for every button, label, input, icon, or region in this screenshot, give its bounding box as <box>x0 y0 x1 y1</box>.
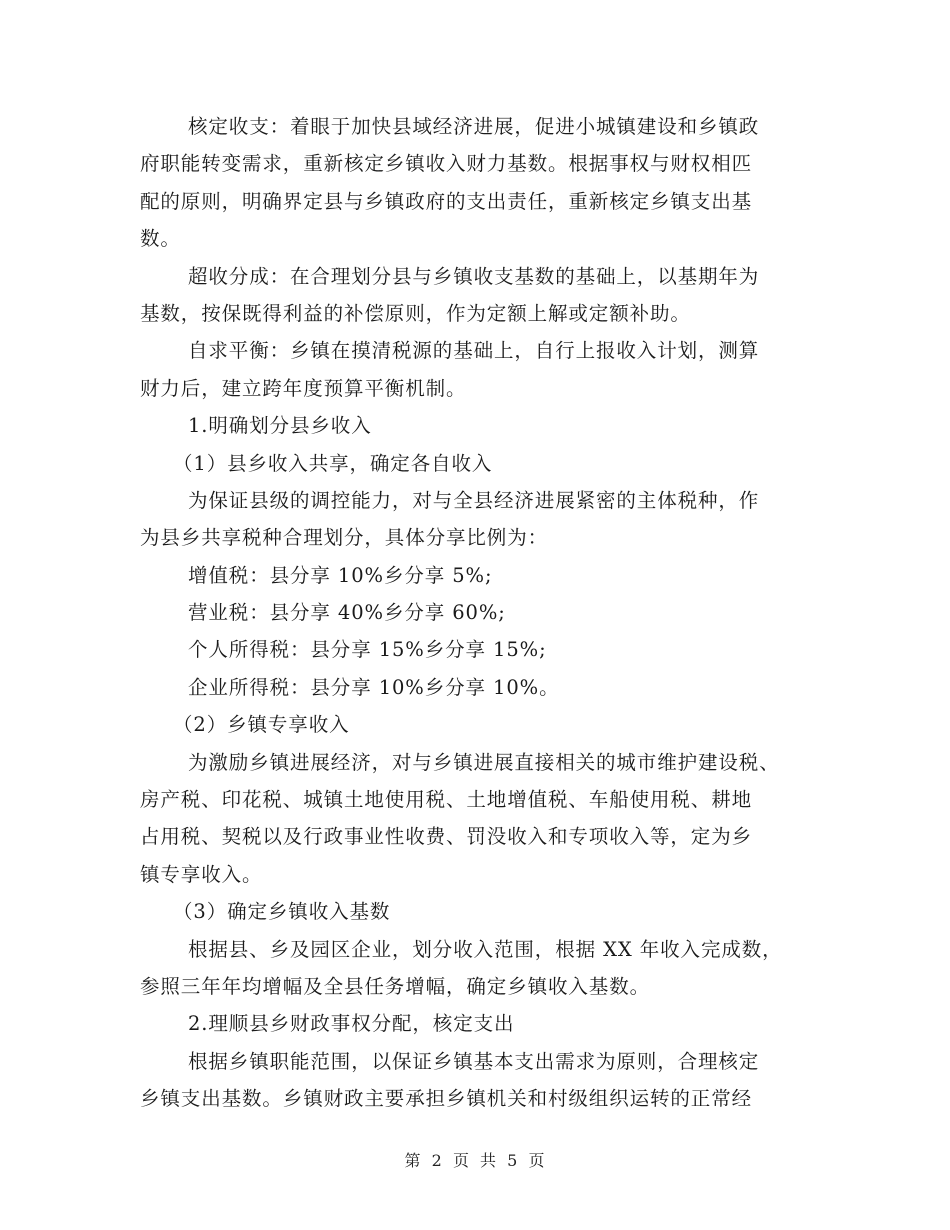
text-line: 数。 <box>140 227 181 251</box>
text-line: 核定收支：着眼于加快县域经济进展，促进小城镇建设和乡镇政 <box>188 115 760 138</box>
text-line: 参照三年年均增幅及全县任务增幅，确定乡镇收入基数。 <box>140 974 651 998</box>
text-line: 自求平衡：乡镇在摸清税源的基础上，自行上报收入计划，测算 <box>188 339 760 363</box>
text-line: 府职能转变需求，重新核定乡镇收入财力基数。根据事权与财权相匹 <box>140 152 753 176</box>
text-line: 配的原则，明确界定县与乡镇政府的支出责任，重新核定乡镇支出基 <box>140 189 753 213</box>
text-line: 基数，按保既得利益的补偿原则，作为定额上解或定额补助。 <box>140 301 691 325</box>
footer-total-pages: 5 <box>507 1151 519 1170</box>
page-footer <box>0 1148 950 1171</box>
text-line: 为县乡共享税种合理划分，具体分享比例为： <box>140 526 549 550</box>
text-line: 根据县、乡及园区企业，划分收入范围，根据 XX 年收入完成数， <box>188 937 783 961</box>
text-line: 为激励乡镇进展经济，对与乡镇进展直接相关的城市维护建设税、 <box>188 750 780 774</box>
text-line: 财力后，建立跨年度预算平衡机制。 <box>140 376 467 400</box>
text-line: 乡镇支出基数。乡镇财政主要承担乡镇机关和村级组织运转的正常经 <box>140 1087 753 1111</box>
document-body <box>140 108 810 1118</box>
footer-label-ye: 页 <box>452 1151 470 1170</box>
text-line: 企业所得税：县分享 10%乡分享 10%。 <box>188 675 560 699</box>
text-line: （1）县乡收入共享，确定各自收入 <box>173 451 493 475</box>
text-line: 占用税、契税以及行政事业性收费、罚没收入和专项收入等，定为乡 <box>140 825 753 849</box>
text-line: 1.明确划分县乡收入 <box>188 414 372 438</box>
footer-label-di: 第 <box>404 1151 422 1170</box>
footer-label-ye-2: 页 <box>528 1151 546 1170</box>
footer-current-page: 2 <box>431 1151 443 1170</box>
text-line: 2.理顺县乡财政事权分配，核定支出 <box>188 1012 515 1036</box>
text-line: 增值税：县分享 10%乡分享 5%; <box>188 563 493 587</box>
text-line: （3）确定乡镇收入基数 <box>173 900 391 924</box>
text-line: 镇专享收入。 <box>140 862 263 886</box>
text-line: 个人所得税：县分享 15%乡分享 15%; <box>188 638 547 662</box>
text-line: 房产税、印花税、城镇土地使用税、土地增值税、车船使用税、耕地 <box>140 788 753 812</box>
text-line: （2）乡镇专享收入 <box>173 713 350 737</box>
footer-label-gong: 共 <box>480 1151 498 1170</box>
text-line: 为保证县级的调控能力，对与全县经济进展紧密的主体税种，作 <box>188 488 760 512</box>
text-line: 超收分成：在合理划分县与乡镇收支基数的基础上，以基期年为 <box>188 264 760 288</box>
text-line: 营业税：县分享 40%乡分享 60%; <box>188 601 506 625</box>
text-line: 根据乡镇职能范围，以保证乡镇基本支出需求为原则，合理核定 <box>188 1049 760 1073</box>
